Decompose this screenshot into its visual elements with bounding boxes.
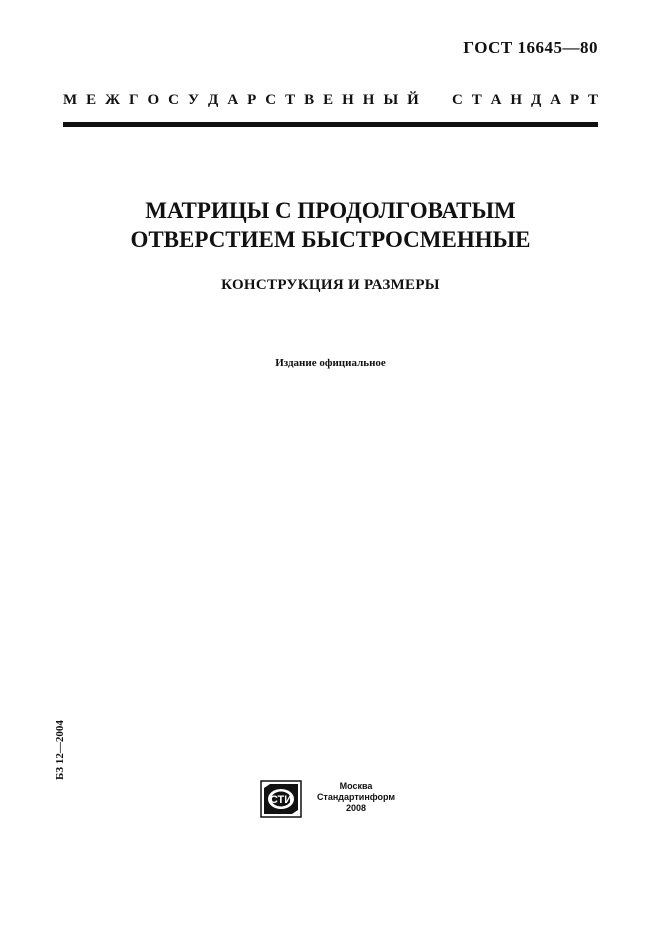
document-code: ГОСТ 16645—80 — [463, 38, 598, 57]
publisher-name: Стандартинформ — [316, 792, 396, 802]
svg-text:СТИ: СТИ — [269, 794, 293, 806]
publisher-info — [306, 781, 406, 814]
standard-type-label — [63, 92, 598, 109]
publisher-city: Москва — [339, 781, 373, 791]
header-rule — [63, 122, 598, 127]
edition-note: Издание официальное — [275, 357, 386, 369]
standard-word-interstate: М Е Ж Г О С У Д А Р С Т В Е Н Н Ы Й — [63, 92, 419, 108]
publication-year: 2008 — [345, 803, 367, 813]
document-title — [0, 196, 661, 254]
standard-word-standard: С Т А Н Д А Р Т — [452, 92, 598, 108]
title-line-1: МАТРИЦЫ С ПРОДОЛГОВАТЫМ — [145, 198, 516, 223]
standartinform-logo-icon — [260, 780, 302, 818]
side-catalog-code: БЗ 12—2004 — [54, 720, 66, 780]
document-subtitle: КОНСТРУКЦИЯ И РАЗМЕРЫ — [221, 277, 440, 293]
title-line-2: ОТВЕРСТИЕМ БЫСТРОСМЕННЫЕ — [130, 227, 531, 252]
